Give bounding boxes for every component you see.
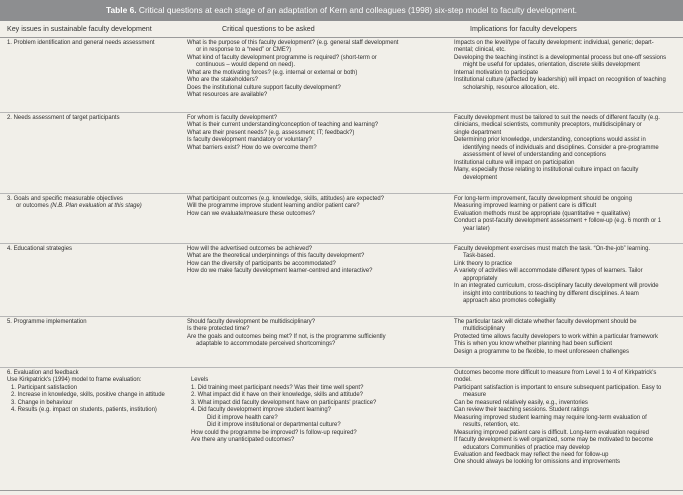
cell-line: continuous – would depend on need). (196, 62, 296, 69)
cell-questions (187, 319, 441, 349)
cell-line: Is there protected time? (187, 326, 250, 333)
table-row (0, 193, 683, 244)
table-row (0, 316, 683, 368)
cell-line: Are the goals and outcomes being met? If not, is the programme sufficiently (187, 333, 386, 340)
cell-line: What participant outcomes (e.g. knowledge, skills, attitudes) are expected? (187, 196, 385, 202)
table-row (0, 112, 683, 194)
cell-line: Did it improve institutional or departmental culture? (207, 422, 341, 429)
cell-key-issue (7, 196, 177, 211)
cell-implications (454, 370, 678, 467)
cell-line: clinicians, medical scientists, community preceptors, multidisciplinary or (454, 122, 642, 129)
cell-line: Should faculty development be multidisciplinary? (187, 319, 316, 325)
cell-line: Are there any unanticipated outcomes? (191, 437, 295, 444)
cell-questions (187, 370, 441, 445)
cell-line: How can the diversity of participants be accommodated? (187, 260, 336, 267)
cell-line: Did it improve health care? (207, 414, 278, 421)
cell-line: Measuring improved learning or patient care is difficult (454, 203, 597, 210)
cell-line: What is their current understanding/conception of teaching and learning? (187, 122, 379, 129)
cell-line: What kind of faculty development programme is required? (short-term or (187, 54, 377, 61)
cell-line: appropriately (463, 275, 498, 282)
cell-line: Can be measured relatively easily, e.g., inventories (454, 399, 588, 406)
cell-line: Who are the stakeholders? (187, 77, 258, 84)
cell-line: Link theory to practice (454, 260, 513, 267)
cell-line: 6. Evaluation and feedback (7, 370, 79, 376)
table-row (0, 367, 683, 491)
cell-line: Faculty development must be tailored to suit the needs of different faculty (e.g. (454, 115, 660, 121)
cell-questions (187, 196, 441, 218)
cell-line: Institutional culture (affected by leadership) will impact on recognition of teaching (454, 77, 666, 84)
cell-implications (454, 196, 678, 233)
cell-line: A variety of activities will accommodate different types of learners. Tailor (454, 268, 643, 275)
cell-line: What are the motivating forces? (e.g. internal or external or both) (187, 69, 358, 76)
cell-line: 5. Programme implementation (7, 319, 87, 325)
cell-line: 2. Increase in knowledge, skills, positive change in attitude (11, 392, 165, 399)
cell-line: What resources are available? (187, 92, 268, 99)
cell-line: This is when you know whether planning had been sufficient (454, 341, 612, 348)
cell-key-issue (7, 370, 177, 415)
cell-line: Evaluation methods must be appropriate (quantitative + qualitative) (454, 210, 631, 217)
cell-line: Participant satisfaction is important to ensure subsequent participation. Easy to (454, 384, 662, 391)
cell-line: How do we make faculty development learner-centred and interactive? (187, 268, 373, 275)
table-row (0, 37, 683, 113)
cell-line: single department (454, 129, 502, 136)
table-caption-title: Critical questions at each stage of an adaptation of Kern and colleagues (1998) six-step model to faculty development. (138, 5, 577, 15)
cell-line: How will the advertised outcomes be achieved? (187, 246, 313, 252)
cell-implications (454, 319, 678, 356)
table-row (0, 243, 683, 317)
cell-line: Does the institutional culture support faculty development? (187, 84, 341, 91)
cell-line: Measuring improved patient care is difficult. Long-term evaluation required (454, 429, 649, 436)
cell-line: Internal motivation to participate (454, 69, 539, 76)
cell-line: One should always be looking for omissions and improvements (454, 459, 621, 466)
cell-line: Outcomes become more difficult to measure from Level 1 to 4 of Kirkpatrick's (454, 370, 657, 376)
cell-line: What are the theoretical underpinnings of this faculty development? (187, 253, 365, 260)
cell-line: Impacts on the level/type of faculty development: individual, generic; depart- (454, 40, 654, 46)
cell-questions (187, 246, 441, 276)
cell-line: model. (454, 377, 472, 384)
cell-line: For long-term improvement, faculty development should be ongoing (454, 196, 632, 202)
cell-line: What barriers exist? How do we overcome them? (187, 144, 317, 151)
cell-line: development (463, 174, 497, 181)
cell-key-issue (7, 319, 177, 326)
cell-line: 2. What impact did it have on their knowledge, skills and attitude? (191, 392, 363, 399)
cell-implications (454, 115, 678, 182)
cell-line: Levels (191, 377, 209, 384)
cell-line: Task-based. (463, 253, 496, 260)
cell-line: or in response to a “need” or CME?) (196, 47, 292, 54)
cell-line: 4. Did faculty development improve student learning? (191, 407, 331, 414)
cell-implications (454, 246, 678, 306)
cell-line: Evaluation and feedback may reflect the need for follow-up (454, 451, 609, 458)
table-caption-label: Table 6. (106, 5, 137, 15)
cell-line: The particular task will dictate whether faculty development should be (454, 319, 637, 325)
cell-line: 3. Change in behaviour (11, 399, 73, 406)
cell-line: multidisciplinary (463, 326, 505, 333)
cell-line: Measuring improved student learning may require long-term evaluation of (454, 414, 647, 421)
cell-line: 1. Problem identification and general needs assessment (7, 40, 155, 46)
cell-key-issue (7, 246, 177, 253)
cell-line (187, 370, 441, 377)
cell-line: What are their present needs? (e.g. assessment; IT; feedback?) (187, 129, 355, 136)
cell-line: or outcomes (N.B. Plan evaluation at this stage) (16, 203, 142, 210)
cell-line: Many, especially those relating to institutional culture impact on faculty (454, 167, 639, 174)
cell-line: Is faculty development mandatory or voluntary? (187, 137, 312, 144)
table-header-row (0, 21, 683, 38)
cell-line: Determining prior knowledge, understanding, conceptions would assist in (454, 137, 646, 144)
cell-line: adaptable to accommodate perceived shortcomings? (196, 341, 336, 348)
cell-line: measure (463, 392, 487, 399)
cell-line: year later) (463, 225, 490, 232)
cell-line: Use Kirkpatrick's (1994) model to frame evaluation: (7, 377, 142, 384)
cell-line: approach also promotes collegiality (463, 298, 556, 305)
cell-line: How can we evaluate/measure these outcomes? (187, 210, 316, 217)
cell-line: Developing the teaching instinct is a developmental process but one-off sessions (454, 54, 667, 61)
cell-line: educators Communities of practice may develop (463, 444, 590, 451)
cell-line: For whom is faculty development? (187, 115, 278, 121)
header-critical-questions: Critical questions to be asked (222, 25, 315, 33)
cell-implications (454, 40, 678, 92)
cell-questions (187, 40, 441, 100)
cell-line: 4. Educational strategies (7, 246, 73, 252)
cell-line: scholarship, resource allocation, etc. (463, 84, 560, 91)
cell-line: In an integrated curriculum, cross-disciplinary faculty development will provide (454, 283, 659, 290)
cell-line: Faculty development exercises must match the task. “On-the-job” learning. (454, 246, 651, 252)
cell-line: Will the programme improve student learning and/or patient care? (187, 203, 360, 210)
cell-line: 3. Goals and specific measurable objectives (7, 196, 123, 202)
table-caption (0, 0, 683, 21)
header-implications: Implications for faculty developers (470, 25, 577, 33)
cell-line: Design a programme to be flexible, to meet unforeseen challenges (454, 348, 629, 355)
cell-line: How could the programme be improved? Is follow-up required? (191, 429, 357, 436)
cell-line: results, retention, etc. (463, 422, 520, 429)
cell-key-issue (7, 115, 177, 122)
cell-line: 2. Needs assessment of target participants (7, 115, 120, 121)
cell-line: assessment of level of understanding and conceptions (463, 152, 606, 159)
cell-line: 3. What impact did faculty development have on participants' practice? (191, 399, 377, 406)
cell-line: 1. Participant satisfaction (11, 384, 78, 391)
cell-line: might be useful for updates, orientation, discrete skills development (463, 62, 640, 69)
cell-line: 1. Did training meet participant needs? Was their time well spent? (191, 384, 364, 391)
cell-line: insight into contributions to teaching by different disciplines. A team (463, 290, 639, 297)
cell-line: Can review their teaching sessions. Student ratings (454, 407, 589, 414)
cell-line: mental; clinical, etc. (454, 47, 506, 54)
header-key-issues: Key issues in sustainable faculty development (7, 25, 152, 33)
cell-line: 4. Results (e.g. impact on students, patients, institution) (11, 407, 157, 414)
cell-line: Conduct a post-faculty development assessment + follow-up (e.g. 6 month or 1 (454, 218, 662, 225)
cell-line: Institutional culture will impact on participation (454, 159, 575, 166)
cell-line: identifying needs of individuals and disciplines. Consider a pre-programme (463, 144, 659, 151)
cell-line: If faculty development is well organized, some may be motivated to become (454, 437, 654, 444)
cell-questions (187, 115, 441, 152)
cell-key-issue (7, 40, 177, 47)
cell-line: Protected time allows faculty developers to work within a particular framework (454, 333, 658, 340)
cell-line: What is the purpose of this faculty development? (e.g. general staff development (187, 40, 399, 46)
